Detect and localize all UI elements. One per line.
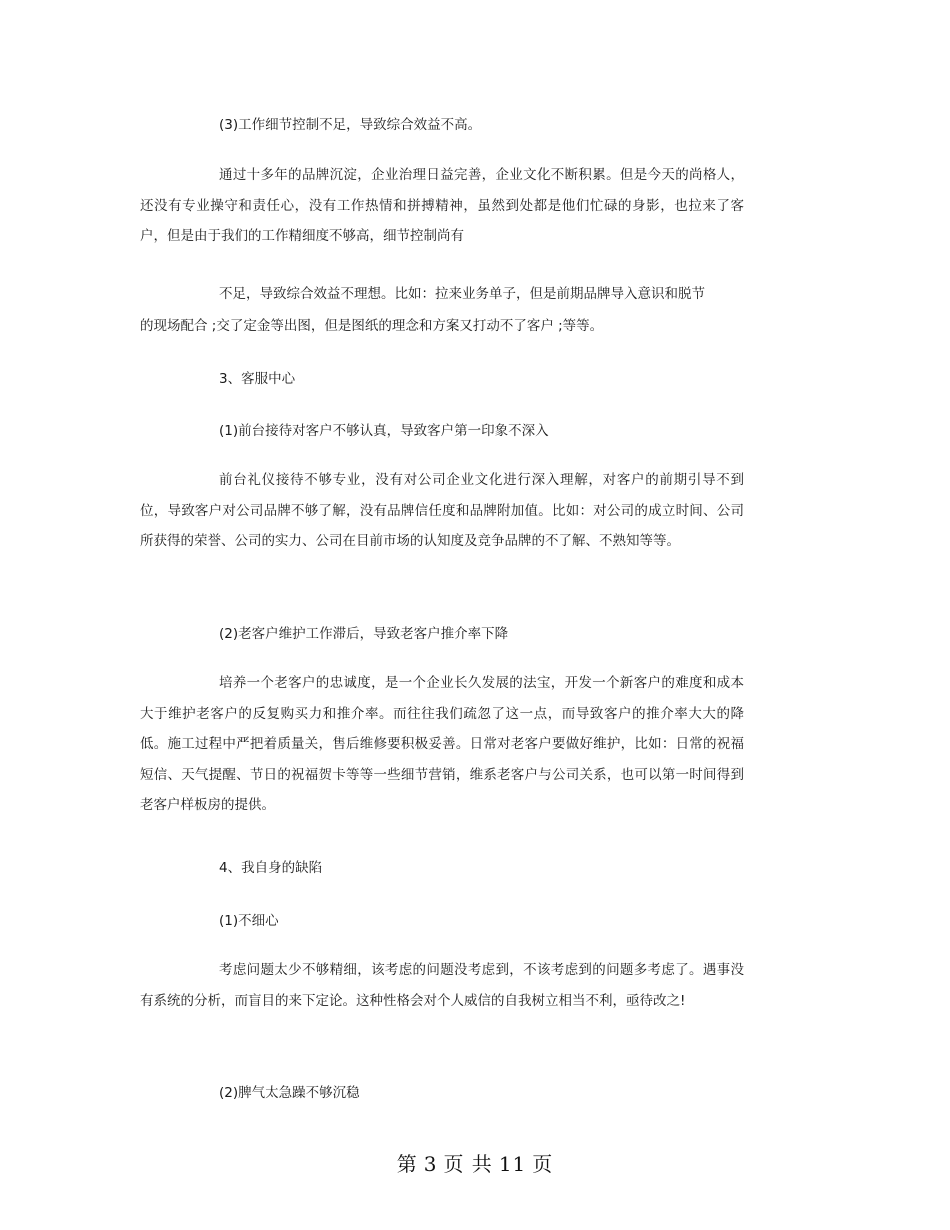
footer-mid: 页 共 <box>443 1152 493 1176</box>
page-footer <box>0 1150 950 1178</box>
subheading-careless: (1)不细心 <box>219 913 279 929</box>
paragraph-insufficient-line1: 不足，导致综合效益不理想。比如：拉来业务单子，但是前期品牌导入意识和脱节 <box>219 286 705 302</box>
subheading-temper: (2)脾气太急躁不够沉稳 <box>219 1085 360 1101</box>
paragraph-old-customers: 培养一个老客户的忠诚度，是一个企业长久发展的法宝，开发一个新客户的难度和成本大于维护老客户的反复购买力和推介率。而往往我们疏忽了这一点，而导致客户的推介率大大的降低。施工过程中严把着质量关，售后维修要积极妥善。日常对老客户要做好维护，比如：日常的祝福短信、天气提醒、节日的祝福贺卡等等一些细节营销，维系老客户与公司关系，也可以第一时间得到老客户样板房的提供。 <box>140 675 744 813</box>
subheading-reception: (1)前台接待对客户不够认真，导致客户第一印象不深入 <box>219 423 549 439</box>
section-title-own-defects: 4、我自身的缺陷 <box>219 860 323 876</box>
footer-page-number: 3 <box>423 1152 438 1176</box>
subheading-old-customers: (2)老客户维护工作滞后，导致老客户推介率下降 <box>219 626 509 642</box>
paragraph-reception: 前台礼仪接待不够专业，没有对公司企业文化进行深入理解，对客户的前期引导不到位，导致客户对公司品牌不够了解，没有品牌信任度和品牌附加值。比如：对公司的成立时间、公司所获得的荣誉、公司的实力、公司在目前市场的认知度及竞争品牌的不了解、不熟知等等。 <box>140 472 744 549</box>
paragraph-careless: 考虑问题太少不够精细，该考虑的问题没考虑到，不该考虑到的问题多考虑了。遇事没有系统的分析，而盲目的来下定论。这种性格会对个人威信的自我树立相当不利，亟待改之! <box>140 962 744 1009</box>
footer-page-total: 11 <box>498 1152 527 1176</box>
paragraph-insufficient-line2: 的现场配合 ;交了定金等出图，但是图纸的理念和方案又打动不了客户 ;等等。 <box>140 318 604 334</box>
section-title-customer-service: 3、客服中心 <box>219 371 296 387</box>
footer-suffix: 页 <box>532 1152 554 1176</box>
paragraph-brand-precipitation: 通过十多年的品牌沉淀，企业治理日益完善，企业文化不断积累。但是今天的尚格人，还没有专业操守和责任心，没有工作热情和拼搏精神，虽然到处都是他们忙碌的身影，也拉来了客户，但是由于我们的工作精细度不够高，细节控制尚有 <box>140 167 744 244</box>
footer-prefix: 第 <box>396 1152 418 1176</box>
section-heading-3: (3)工作细节控制不足，导致综合效益不高。 <box>219 117 482 133</box>
